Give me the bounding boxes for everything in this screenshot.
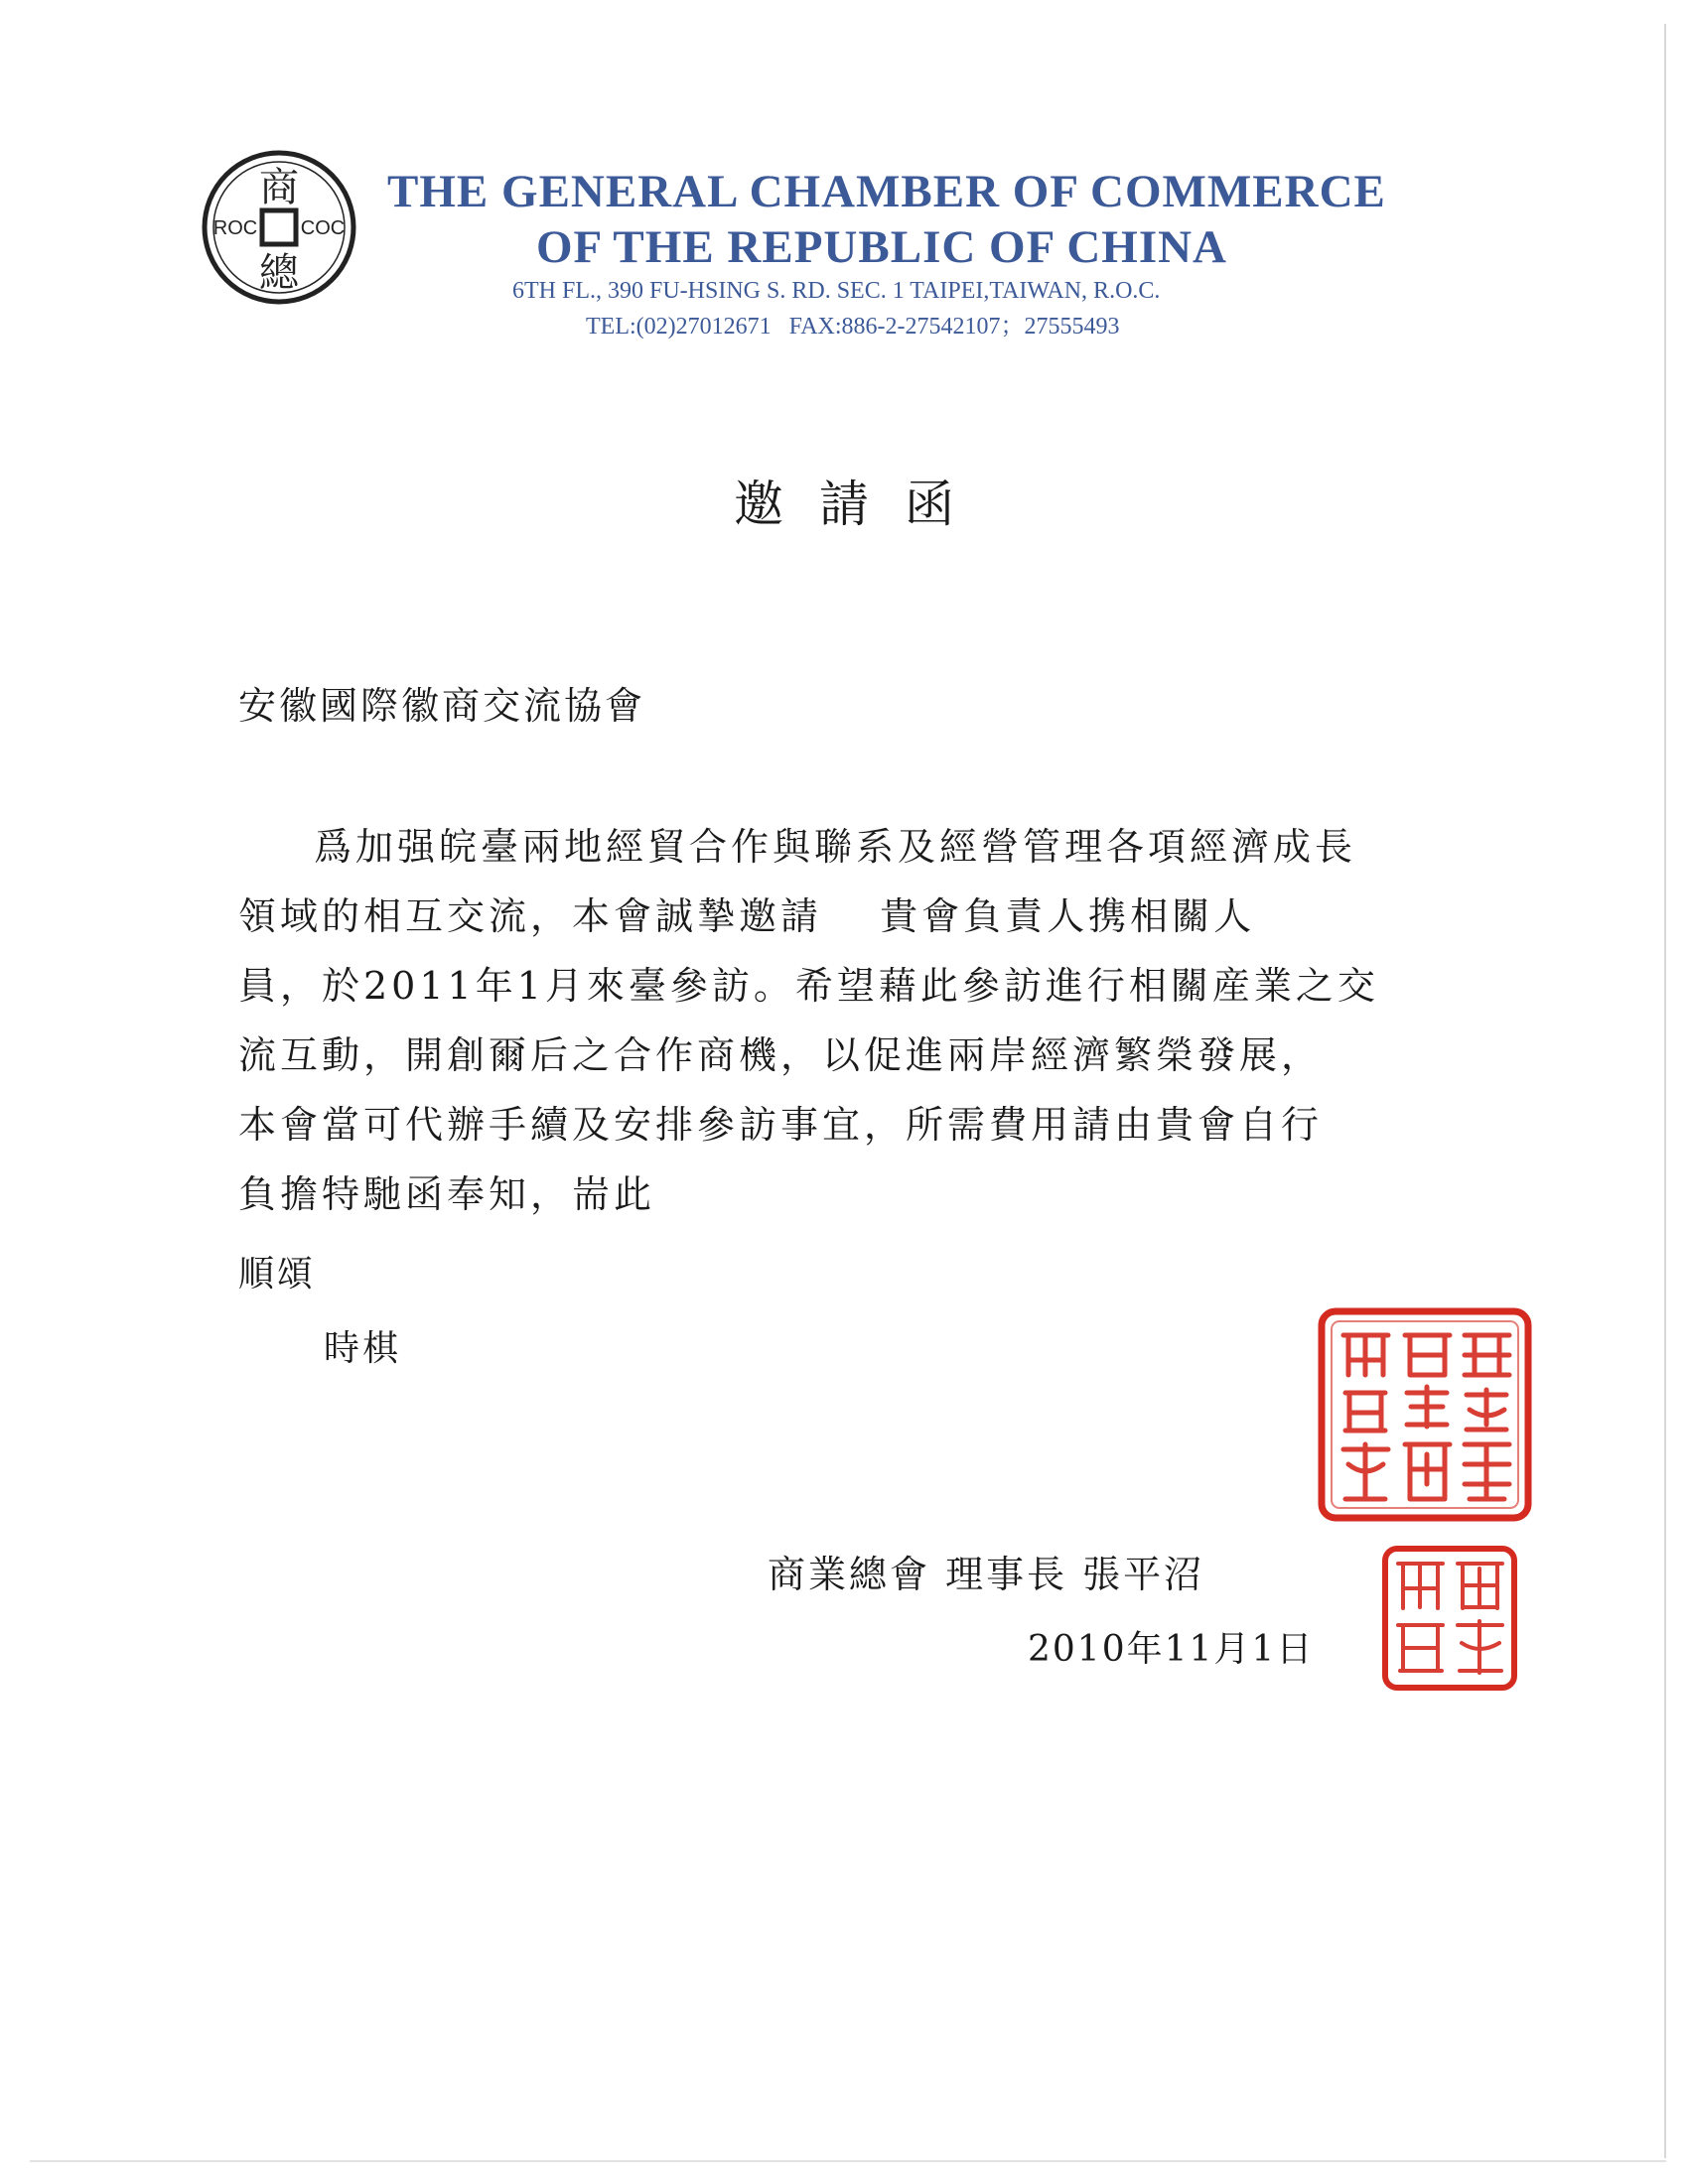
letter-body (238, 812, 1380, 1229)
logo-left-text: ROC (212, 217, 258, 239)
body-line: 負擔特馳函奉知，耑此 (238, 1172, 656, 1216)
scan-edge-right (1664, 24, 1666, 2158)
document-date: 2010年11月1日 (1028, 1629, 1315, 1670)
closing-wish: 時棋 (324, 1328, 402, 1369)
scan-edge-bottom (30, 2160, 1666, 2162)
letterhead-address: 6TH FL., 390 FU-HSING S. RD. SEC. 1 TAIPEI,TAIWAN, R.O.C. (512, 278, 1161, 304)
logo-right-text: COC (300, 217, 346, 239)
body-line: 員，於2011年1月來臺參訪。希望藉此參訪進行相關産業之交 (238, 964, 1379, 1008)
body-line: 流互動，開創爾后之合作商機，以促進兩岸經濟繁榮發展， (238, 1033, 1324, 1077)
logo-top-char: 商 (259, 165, 299, 210)
personal-seal-stamp (1380, 1544, 1519, 1693)
letterhead-contact: TEL:(02)27012671 FAX:886-2-27542107；27555493 (586, 314, 1120, 340)
document-title: 邀請函 (734, 476, 990, 533)
closing-salutation: 順頌 (238, 1254, 317, 1295)
body-line: 爲加强皖臺兩地經貿合作與聯系及經營管理各項經濟成長 (314, 825, 1357, 869)
logo-bottom-char: 總 (259, 250, 299, 296)
body-line: 本會當可代辦手續及安排參訪事宜，所需費用請由貴會自行 (238, 1103, 1324, 1147)
letterhead-name-line1: THE GENERAL CHAMBER OF COMMERCE (387, 166, 1386, 217)
body-line: 領域的相互交流，本會誠摯邀請 貴會負責人携相關人 (238, 894, 1256, 938)
organization-seal-stamp (1316, 1305, 1534, 1524)
recipient: 安徽國際徽商交流協會 (238, 684, 646, 728)
letterhead-name-line2: OF THE REPUBLIC OF CHINA (536, 221, 1227, 273)
chamber-logo (201, 149, 357, 306)
signature-line: 商業總會 理事長 張平沼 (768, 1553, 1205, 1596)
